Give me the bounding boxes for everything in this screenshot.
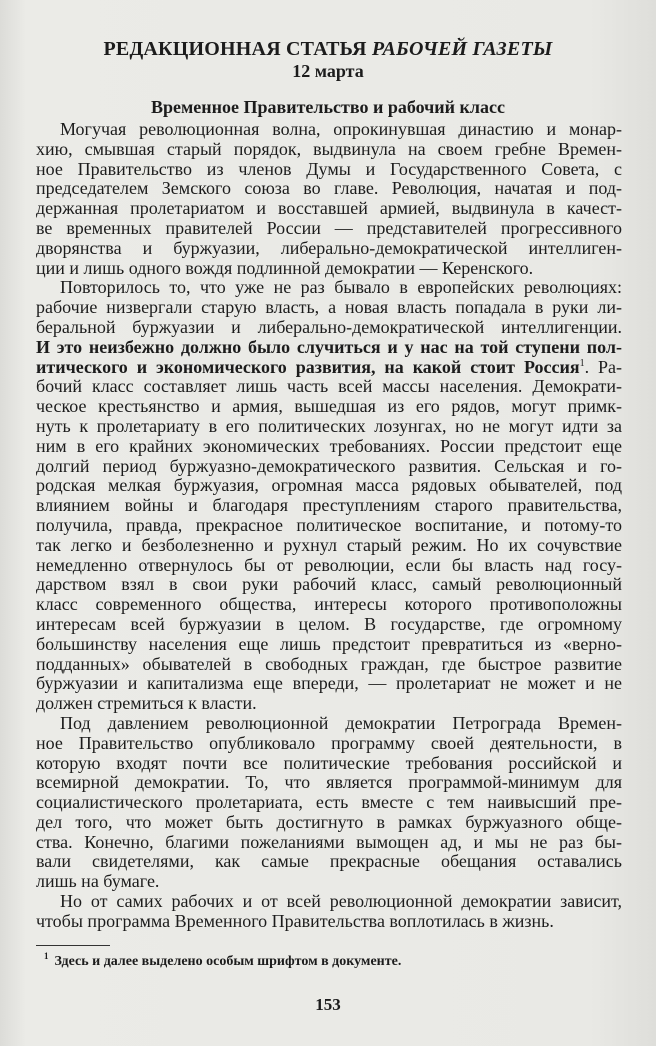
text-line [36, 199, 622, 219]
text-segment: социалистического пролетариата, есть вместе с тем наивысший пре- [36, 792, 622, 813]
text-segment: подданных» обывателей в свободных граждан, где быстрое развитие [36, 653, 622, 674]
article-body [36, 120, 622, 932]
text-segment: так легко и безболезненно и рухнул старый режим. Но их сочувствие [36, 534, 622, 555]
article-date: 12 марта [292, 61, 364, 81]
text-segment: ве временных правителей России — представителей прогрессивного [36, 217, 622, 238]
footnote-reference: 1 [579, 357, 585, 369]
text-segment: чтобы программа Временного Правительства воплотилась в жизнь. [36, 910, 554, 931]
text-segment: должен стремиться к власти. [36, 693, 257, 714]
text-line [36, 635, 622, 655]
text-segment: нуть к пролетариату в его политических лозунгах, но не могут идти за [36, 415, 622, 436]
text-segment: долгий период буржуазно-демократического развития. Сельская и го- [36, 455, 622, 476]
text-segment: родская мелкая буржуазия, огромная масса рядовых обывателей, под [36, 475, 622, 496]
text-line [36, 140, 622, 160]
footnote-text: Здесь и далее выделено особым шрифтом в документе. [54, 954, 402, 969]
text-line [36, 655, 622, 675]
text-line [36, 595, 622, 615]
text-segment: получила, правда, прекрасное политическое воспитание, и потому-то [36, 514, 622, 535]
text-segment: дел того, что может быть достигнуто в рамках буржуазного обще- [36, 811, 622, 832]
emphasized-text: И это неизбежно должно было случиться и у нас на той ступени пол- [36, 336, 622, 357]
text-line [36, 496, 622, 516]
text-line [36, 437, 622, 457]
title-newspaper-name: РАБОЧЕЙ ГАЗЕТЫ [371, 38, 553, 60]
text-segment: председателем Земского союза во главе. Революция, начатая и под- [36, 178, 622, 199]
article-title [0, 38, 656, 60]
text-segment: дарством взял в свои руки рабочий класс, самый революционный [36, 574, 622, 595]
text-line [36, 892, 622, 912]
text-line [36, 674, 622, 694]
text-line [36, 338, 622, 358]
text-line [36, 318, 622, 338]
text-line [36, 397, 622, 417]
text-segment: лишь на бумаге. [36, 871, 160, 892]
title-plain: РЕДАКЦИОННАЯ СТАТЬЯ [103, 38, 372, 60]
text-line [36, 358, 622, 378]
footnote-divider [36, 945, 110, 946]
text-line [36, 912, 622, 932]
text-line [36, 793, 622, 813]
text-line [36, 872, 622, 892]
text-segment: всемирной демократии. То, что является программой-минимум для [36, 772, 622, 793]
text-segment: Повторилось то, что уже не раз бывало в европейских революциях: [60, 277, 622, 298]
text-line [36, 575, 622, 595]
text-line [36, 239, 622, 259]
text-line [36, 278, 622, 298]
text-segment: большинству населения еще лишь предстоит превратиться из «верно- [36, 633, 622, 654]
text-segment: ним в его крайних экономических требованиях. России предстоит еще [36, 435, 622, 456]
text-line [36, 714, 622, 734]
text-line [36, 219, 622, 239]
footnote-marker: 1 [44, 951, 49, 962]
text-segment: Могучая революционная волна, опрокинувшая династию и монар- [60, 119, 622, 139]
text-segment: рабочие низвергали старую власть, а новая власть попадала в руки ли- [36, 297, 622, 318]
text-line [36, 615, 622, 635]
text-line [36, 298, 622, 318]
text-segment: ческое крестьянство и армия, вышедшая из его рядов, могут примк- [36, 396, 622, 417]
text-segment: интересам всей буржуазии в целом. В государстве, где огромному [36, 613, 622, 634]
text-line [36, 160, 622, 180]
text-line [36, 179, 622, 199]
text-line [36, 536, 622, 556]
text-segment: ции и лишь одного вождя подлинной демократии — Керенского. [36, 257, 534, 278]
text-line [36, 556, 622, 576]
text-line [36, 734, 622, 754]
text-segment: немедленно отвернулось бы от революции, если бы власть над госу- [36, 554, 622, 575]
text-line [36, 694, 622, 714]
text-segment: вали свидетелями, как самые прекрасные обещания оставались [36, 851, 622, 872]
text-line [36, 120, 622, 140]
text-segment: ное Правительство опубликовало программу своей деятельности, в [36, 732, 622, 753]
text-segment: дворянства и буржуазии, либерально-демократической интеллиген- [36, 237, 622, 258]
text-line [36, 852, 622, 872]
article-heading: Временное Правительство и рабочий класс [151, 97, 505, 117]
emphasized-text: итического и экономического развития, на какой стоит Россия [36, 356, 580, 377]
text-segment: ное Правительство из членов Думы и Государственного Совета, с [36, 158, 622, 179]
text-line [36, 377, 622, 397]
text-line [36, 457, 622, 477]
text-segment: буржуазии и капитализма еще впереди, — пролетариат не может и не [36, 673, 622, 694]
text-line [36, 833, 622, 853]
text-segment: ства. Конечно, благими пожеланиями вымощен ад, и мы не раз бы- [36, 831, 622, 852]
text-segment: беральной буржуазии и либерально-демократической интеллигенции. [36, 316, 622, 337]
text-segment: . Ра- [584, 356, 622, 377]
footnote [44, 953, 401, 971]
text-segment: которую входят почти все политические требования российской и [36, 752, 622, 773]
text-segment: держанная пролетариатом и восставшей армией, выдвинула в качест- [36, 198, 622, 219]
text-line [36, 773, 622, 793]
text-segment: влиянием войны и благодаря преступлениям старого правительства, [36, 495, 622, 516]
text-segment: класс современного общества, интересы которого противоположны [36, 594, 622, 615]
text-segment: хию, смывшая старый порядок, выдвинула на своем гребне Времен- [36, 138, 622, 159]
text-segment: Под давлением революционной демократии Петрограда Времен- [60, 712, 622, 733]
text-line [36, 417, 622, 437]
page-number: 153 [315, 995, 341, 1014]
text-line [36, 754, 622, 774]
text-line [36, 813, 622, 833]
text-line [36, 259, 622, 279]
text-line [36, 476, 622, 496]
text-line [36, 516, 622, 536]
text-segment: бочий класс составляет лишь часть всей массы населения. Демократи- [36, 376, 622, 397]
text-segment: Но от самих рабочих и от всей революционной демократии зависит, [60, 891, 622, 912]
